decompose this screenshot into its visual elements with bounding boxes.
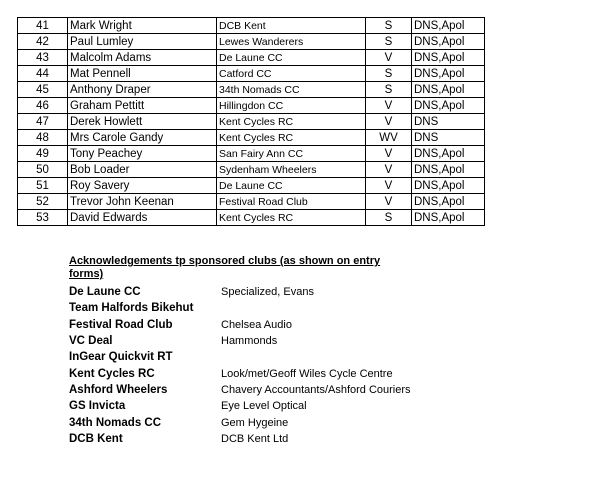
- rider-club: Catford CC: [217, 66, 366, 82]
- sponsored-club: InGear Quickvit RT: [69, 351, 173, 364]
- table-row: [18, 114, 485, 130]
- rider-name: Mrs Carole Gandy: [68, 130, 217, 146]
- rider-name: Graham Pettitt: [68, 98, 217, 114]
- sponsored-club: DCB Kent: [69, 432, 123, 445]
- rider-category: V: [366, 146, 412, 162]
- rider-status: DNS,Apol: [412, 50, 485, 66]
- sponsor: Gem Hygeine: [221, 416, 289, 429]
- rider-club: Sydenham Wheelers: [217, 162, 366, 178]
- rider-name: Paul Lumley: [68, 34, 217, 50]
- rider-club: Kent Cycles RC: [217, 130, 366, 146]
- table-row: [18, 130, 485, 146]
- rider-name: Trevor John Keenan: [68, 194, 217, 210]
- list-item: [69, 365, 489, 381]
- rider-status: DNS,Apol: [412, 194, 485, 210]
- rider-number: 44: [18, 66, 68, 82]
- rider-status: DNS,Apol: [412, 146, 485, 162]
- rider-category: V: [366, 98, 412, 114]
- sponsored-club: VC Deal: [69, 335, 113, 348]
- rider-name: Anthony Draper: [68, 82, 217, 98]
- sponsor: DCB Kent Ltd: [221, 432, 289, 445]
- rider-club: De Laune CC: [217, 50, 366, 66]
- rider-name: David Edwards: [68, 210, 217, 226]
- acknowledgements-title: Acknowledgements tp sponsored clubs (as shown on entry forms): [69, 255, 381, 280]
- sponsor: Look/met/Geoff Wiles Cycle Centre: [221, 367, 393, 380]
- rider-status: DNS: [412, 114, 485, 130]
- sponsored-club: 34th Nomads CC: [69, 416, 162, 429]
- rider-status: DNS,Apol: [412, 98, 485, 114]
- acknowledgements-section: [69, 255, 489, 447]
- rider-number: 46: [18, 98, 68, 114]
- rider-category: S: [366, 34, 412, 50]
- sponsored-club: Kent Cycles RC: [69, 367, 155, 380]
- rider-club: Hillingdon CC: [217, 98, 366, 114]
- rider-category: S: [366, 18, 412, 34]
- sponsor: Chavery Accountants/Ashford Couriers: [221, 383, 411, 396]
- rider-number: 51: [18, 178, 68, 194]
- sponsor: Chelsea Audio: [221, 318, 292, 331]
- rider-category: V: [366, 114, 412, 130]
- rider-status: DNS,Apol: [412, 34, 485, 50]
- rider-status: DNS,Apol: [412, 162, 485, 178]
- rider-number: 47: [18, 114, 68, 130]
- list-item: [69, 317, 489, 333]
- table-row: [18, 178, 485, 194]
- rider-status: DNS: [412, 130, 485, 146]
- rider-name: Mark Wright: [68, 18, 217, 34]
- sponsor: Eye Level Optical: [221, 400, 307, 413]
- list-item: [69, 414, 489, 430]
- list-item: [69, 333, 489, 349]
- table-row: [18, 146, 485, 162]
- rider-name: Malcolm Adams: [68, 50, 217, 66]
- sponsored-club: De Laune CC: [69, 286, 141, 299]
- rider-status: DNS,Apol: [412, 66, 485, 82]
- sponsor: Specialized, Evans: [221, 286, 314, 299]
- rider-category: V: [366, 178, 412, 194]
- rider-name: Roy Savery: [68, 178, 217, 194]
- rider-status: DNS,Apol: [412, 82, 485, 98]
- rider-number: 43: [18, 50, 68, 66]
- list-item: [69, 300, 489, 316]
- sponsored-club: GS Invicta: [69, 400, 126, 413]
- rider-number: 53: [18, 210, 68, 226]
- rider-status: DNS,Apol: [412, 178, 485, 194]
- table-row: [18, 162, 485, 178]
- rider-name: Derek Howlett: [68, 114, 217, 130]
- rider-category: V: [366, 194, 412, 210]
- rider-status: DNS,Apol: [412, 210, 485, 226]
- rider-name: Bob Loader: [68, 162, 217, 178]
- rider-category: V: [366, 162, 412, 178]
- rider-category: S: [366, 82, 412, 98]
- rider-number: 49: [18, 146, 68, 162]
- sponsored-club: Festival Road Club: [69, 318, 173, 331]
- rider-name: Mat Pennell: [68, 66, 217, 82]
- rider-name: Tony Peachey: [68, 146, 217, 162]
- table-row: [18, 194, 485, 210]
- rider-number: 42: [18, 34, 68, 50]
- list-item: [69, 398, 489, 414]
- rider-number: 45: [18, 82, 68, 98]
- table-row: [18, 82, 485, 98]
- rider-club: DCB Kent: [217, 18, 366, 34]
- table-row: [18, 210, 485, 226]
- rider-club: Festival Road Club: [217, 194, 366, 210]
- rider-category: S: [366, 66, 412, 82]
- list-item: [69, 284, 489, 300]
- table-row: [18, 18, 485, 34]
- results-table: [17, 17, 485, 226]
- rider-club: 34th Nomads CC: [217, 82, 366, 98]
- rider-category: V: [366, 50, 412, 66]
- rider-club: Kent Cycles RC: [217, 210, 366, 226]
- rider-category: S: [366, 210, 412, 226]
- sponsored-club: Ashford Wheelers: [69, 383, 168, 396]
- table-row: [18, 50, 485, 66]
- rider-category: WV: [366, 130, 412, 146]
- sponsored-club: Team Halfords Bikehut: [69, 302, 194, 315]
- list-item: [69, 431, 489, 447]
- rider-number: 41: [18, 18, 68, 34]
- rider-club: Kent Cycles RC: [217, 114, 366, 130]
- table-row: [18, 98, 485, 114]
- rider-status: DNS,Apol: [412, 18, 485, 34]
- table-row: [18, 66, 485, 82]
- rider-number: 50: [18, 162, 68, 178]
- rider-club: San Fairy Ann CC: [217, 146, 366, 162]
- results-table-body: [18, 18, 485, 226]
- rider-number: 52: [18, 194, 68, 210]
- rider-club: Lewes Wanderers: [217, 34, 366, 50]
- rider-club: De Laune CC: [217, 178, 366, 194]
- rider-number: 48: [18, 130, 68, 146]
- sponsor: Hammonds: [221, 335, 278, 348]
- table-row: [18, 34, 485, 50]
- list-item: [69, 382, 489, 398]
- list-item: [69, 349, 489, 365]
